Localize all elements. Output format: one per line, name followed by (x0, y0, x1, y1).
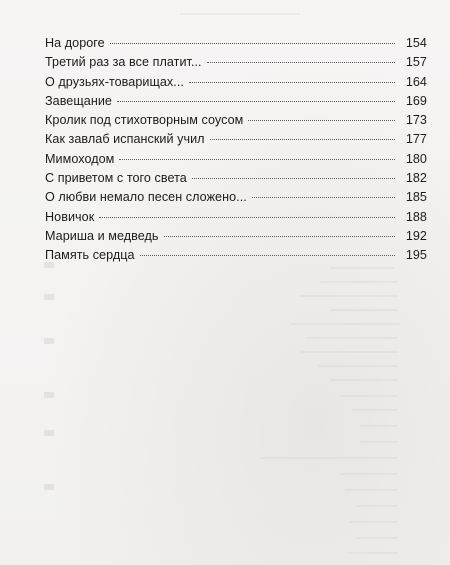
toc-entry-page: 164 (405, 74, 427, 89)
toc-entry-title: О друзьях-товарищах... (45, 74, 184, 89)
toc-entry (45, 75, 427, 94)
toc-entry (45, 94, 427, 113)
dot-leader (164, 236, 395, 237)
dot-leader (117, 101, 395, 102)
toc-entry-title: Новичок (45, 209, 95, 224)
toc-entry-title: Память сердца (45, 248, 135, 263)
dot-leader (99, 217, 395, 218)
toc-entry (45, 113, 427, 132)
dot-leader (192, 178, 395, 179)
toc-entry-title: Кролик под стихотворным соусом (45, 113, 244, 128)
toc-entry-page: 192 (405, 228, 427, 243)
toc-entry-page: 185 (405, 190, 427, 205)
toc-entry (45, 229, 427, 248)
toc-entry-title: На дороге (45, 36, 105, 50)
dot-leader (140, 255, 395, 256)
toc-entry-page: 154 (405, 36, 427, 50)
toc-entry-page: 173 (405, 113, 427, 128)
dot-leader (252, 197, 395, 198)
dot-leader (210, 139, 395, 140)
dot-leader (207, 62, 395, 63)
toc-entry-page: 195 (405, 248, 427, 263)
toc-entry (45, 190, 427, 209)
toc-entry-page: 182 (405, 171, 427, 186)
dot-leader (248, 120, 395, 121)
toc-entry-page: 169 (405, 93, 427, 108)
toc-entry-title: Мимоходом (45, 151, 115, 166)
toc-entry (45, 248, 427, 267)
toc-entry-page: 180 (405, 151, 427, 166)
toc-entry-page: 157 (405, 55, 427, 70)
toc-entry (45, 152, 427, 171)
toc-entry-page: 177 (405, 132, 427, 147)
toc-entry-title: Как завлаб испанский учил (45, 132, 205, 147)
dot-leader (110, 43, 395, 44)
toc-entry-page: 188 (405, 209, 427, 224)
toc-entry-title: Завещание (45, 93, 112, 108)
toc-entry (45, 171, 427, 190)
toc-entry (45, 210, 427, 229)
dot-leader (189, 82, 395, 83)
toc-entry (45, 36, 427, 55)
toc-entry-title: Мариша и медведь (45, 228, 159, 243)
dot-leader (119, 159, 395, 160)
toc-entry (45, 55, 427, 74)
toc-entry-title: О любви немало песен сложено... (45, 190, 247, 205)
toc-entry-title: С приветом с того света (45, 171, 187, 186)
toc-entry (45, 132, 427, 151)
table-of-contents (45, 36, 427, 268)
toc-entry-title: Третий раз за все платит... (45, 55, 202, 70)
